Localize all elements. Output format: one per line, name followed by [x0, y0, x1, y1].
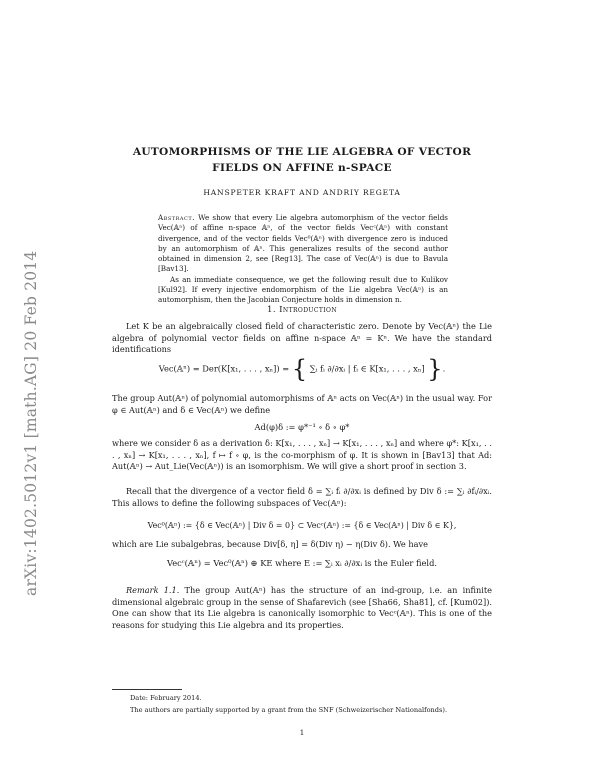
remark-1-1 — [112, 585, 492, 631]
remark-text: The group Aut(𝔸ⁿ) has the structure of an ind-group, i.e. an infinite dimensional algebraic group in the sense of Shafarevich (see [Sha66, Sha81], cf. [Kum02]). One can show that its Lie algebra is canonically isomorphic to Vecᶜ(𝔸ⁿ). This is one of the reasons for studying this Lie algebra and its properties. — [112, 585, 492, 630]
paper-title — [112, 144, 492, 176]
title-line-2: FIELDS ON AFFINE n-SPACE — [212, 162, 392, 174]
intro-paragraph-2: The group Aut(𝔸ⁿ) of polynomial automorphisms of 𝔸ⁿ acts on Vec(𝔸ⁿ) in the usual way. For φ ∈ Aut(𝔸ⁿ) and δ ∈ Vec(𝔸ⁿ) we define — [112, 393, 492, 415]
page-number: 1 — [299, 728, 305, 737]
remark-label: Remark 1.1. — [126, 585, 180, 595]
section-number: 1. — [266, 305, 276, 315]
authors: HANSPETER KRAFT AND ANDRIY REGETA — [203, 188, 401, 197]
footnote-rule — [112, 689, 182, 690]
equation-ad: Ad(φ)δ := φ*⁻¹ ∘ δ ∘ φ* — [254, 422, 350, 432]
brace-left-icon: { — [291, 355, 308, 383]
equation-subspaces: Vec⁰(𝔸ⁿ) := {δ ∈ Vec(𝔸ⁿ) | Div δ = 0} ⊂ Vecᶜ(𝔸ⁿ) := {δ ∈ Vec(𝔸ⁿ) | Div δ ∈ K}, — [147, 521, 457, 530]
brace-right-icon: } — [427, 355, 443, 383]
abstract-label: Abstract. — [158, 213, 195, 222]
abstract — [158, 213, 448, 306]
intro-paragraph-3: where we consider δ as a derivation δ: K[x₁, . . . , xₙ] → K[x₁, . . . , xₙ] and where φ*: K[x₁, . . . , xₙ] → K[x₁, . . . , xₙ], f ↦ f ∘ φ, is the co-morphism of φ. It is shown in [Bav13] that Ad: Aut(𝔸ⁿ) → Aut_Lie(Vec(𝔸ⁿ)) is an isomorphism. We will give a short proof in section 3. — [112, 438, 492, 472]
intro-paragraph-1: Let K be an algebraically closed field of characteristic zero. Denote by Vec(𝔸ⁿ) the Lie algebra of polynomial vector fields on affine n-space 𝔸ⁿ = Kⁿ. We have the standard identifications — [112, 321, 492, 355]
intro-paragraph-5: which are Lie subalgebras, because Div[δ, η] = δ(Div η) − η(Div δ). We have — [112, 539, 428, 549]
footnote-date: Date: February 2014. — [130, 694, 202, 702]
intro-paragraph-4: Recall that the divergence of a vector field δ = ∑ᵢ fᵢ ∂/∂xᵢ is defined by Div δ := ∑ᵢ ∂fᵢ/∂xᵢ. This allows to define the following subspaces of Vec(𝔸ⁿ): — [112, 486, 492, 508]
abstract-paragraph-1: Abstract. We show that every Lie algebra automorphism of the vector fields Vec(𝔸ⁿ) of affine n-space 𝔸ⁿ, of the vector fields Vecᶜ(𝔸ⁿ) with constant divergence, and of the vector fields Vec⁰(𝔸ⁿ) with divergence zero is induced by an automorphism of 𝔸ⁿ. This generalizes results of the second author obtained in dimension 2, see [Reg13]. The case of Vec(𝔸ⁿ) is due to Bavula [Bav13]. — [158, 213, 448, 274]
equation-identifications: Vec(𝔸ⁿ) = Der(K[x₁, . . . , xₙ]) = { ∑ᵢ fᵢ ∂/∂xᵢ | fᵢ ∈ K[x₁, . . . , xₙ] }. — [158, 355, 446, 383]
footnote-grant: The authors are partially supported by a grant from the SNF (Schweizerischer Nationalfonds). — [130, 706, 448, 714]
title-line-1: AUTOMORPHISMS OF THE LIE ALGEBRA OF VECTOR — [132, 146, 472, 158]
equation-1-left: Vec(𝔸ⁿ) = Der(K[x₁, . . . , xₙ]) = — [158, 363, 290, 374]
equation-euler: Vecᶜ(𝔸ⁿ) = Vec⁰(𝔸ⁿ) ⊕ KE where E := ∑ᵢ xᵢ ∂/∂xᵢ is the Euler field. — [166, 558, 438, 568]
section-title: Introduction — [279, 305, 338, 315]
abstract-paragraph-2: As an immediate consequence, we get the following result due to Kulikov [Kul92]. If every injective endomorphism of the Lie algebra Vec(𝔸ⁿ) is an automorphism, then the Jacobian Conjecture holds in dimension n. — [158, 274, 448, 305]
section-heading — [112, 305, 492, 315]
arxiv-sidebar — [10, 176, 40, 596]
equation-1-set: ∑ᵢ fᵢ ∂/∂xᵢ | fᵢ ∈ K[x₁, . . . , xₙ] — [309, 363, 425, 374]
arxiv-identifier: arXiv:1402.5012v1 [math.AG] 20 Feb 2014 — [22, 250, 40, 596]
